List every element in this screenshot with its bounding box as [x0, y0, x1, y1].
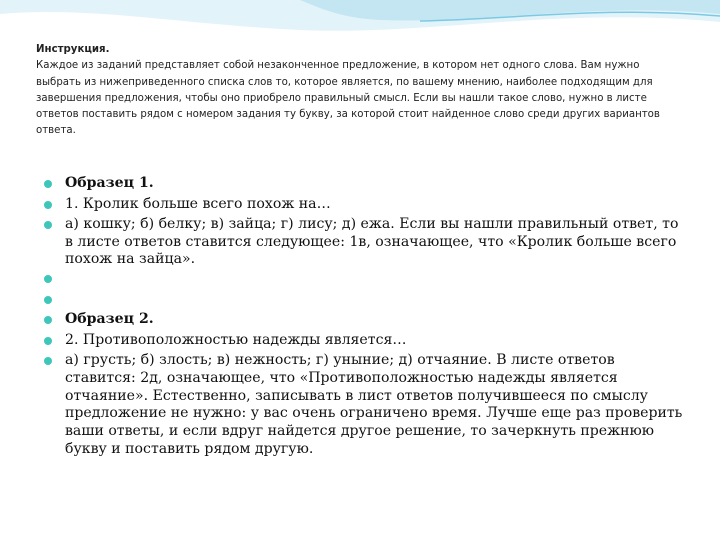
bullet-dot-icon: [44, 337, 52, 345]
list-item: [44, 196, 689, 216]
example-1-options: а) кошку; б) белку; в) зайца; г) лису; д) ежа. Если вы нашли правильный ответ, то в листе ответов ставится следующее: 1в, означающее, что «Кролик больше всего похож на зайца».: [65, 216, 679, 268]
bullet-dot-icon: [44, 221, 52, 229]
bullet-dot-icon: [44, 357, 52, 365]
list-item: [44, 311, 689, 331]
list-item: [44, 270, 689, 290]
instruction-text: Каждое из заданий представляет собой незаконченное предложение, в котором нет одного слова. Вам нужно выбрать из нижеприведенного списка слов то, которое является, по вашему мнению, наиболее подходящим для завершения предложения, чтобы оно приобрело правильный смысл. Если вы нашли такое слово, нужно в листе ответов поставить рядом с номером задания ту букву, за которой стоит найденное слово среди других вариантов ответа.: [36, 60, 660, 137]
examples-list: [44, 175, 689, 459]
list-item: [44, 332, 689, 352]
bullet-dot-icon: [44, 316, 52, 324]
instruction-block: [36, 42, 661, 140]
list-item: [44, 175, 689, 195]
list-item: [44, 291, 689, 311]
bullet-dot-icon: [44, 201, 52, 209]
bullet-dot-icon: [44, 296, 52, 304]
list-item: [44, 216, 689, 269]
example-1-heading: Образец 1.: [65, 175, 154, 191]
example-1-question: 1. Кролик больше всего похож на…: [65, 195, 331, 212]
bullet-dot-icon: [44, 180, 52, 188]
example-2-options: а) грусть; б) злость; в) нежность; г) уныние; д) отчаяние. В листе ответов ставится: 2д, означающее, что «Противоположностью надежды является отчаяние». Естественно, записывать в лист ответов получившееся по смыслу предложение не нужно: у вас очень ограничено время. Лучше еще раз проверить ваши ответы, и если вдруг найдется другое решение, то зачеркнуть прежнюю букву и поставить рядом другую.: [65, 352, 683, 457]
example-2-question: 2. Противоположностью надежды является…: [65, 331, 407, 348]
instruction-heading: Инструкция.: [36, 44, 110, 55]
bullet-dot-icon: [44, 275, 52, 283]
example-2-heading: Образец 2.: [65, 311, 154, 328]
list-item: [44, 352, 689, 458]
